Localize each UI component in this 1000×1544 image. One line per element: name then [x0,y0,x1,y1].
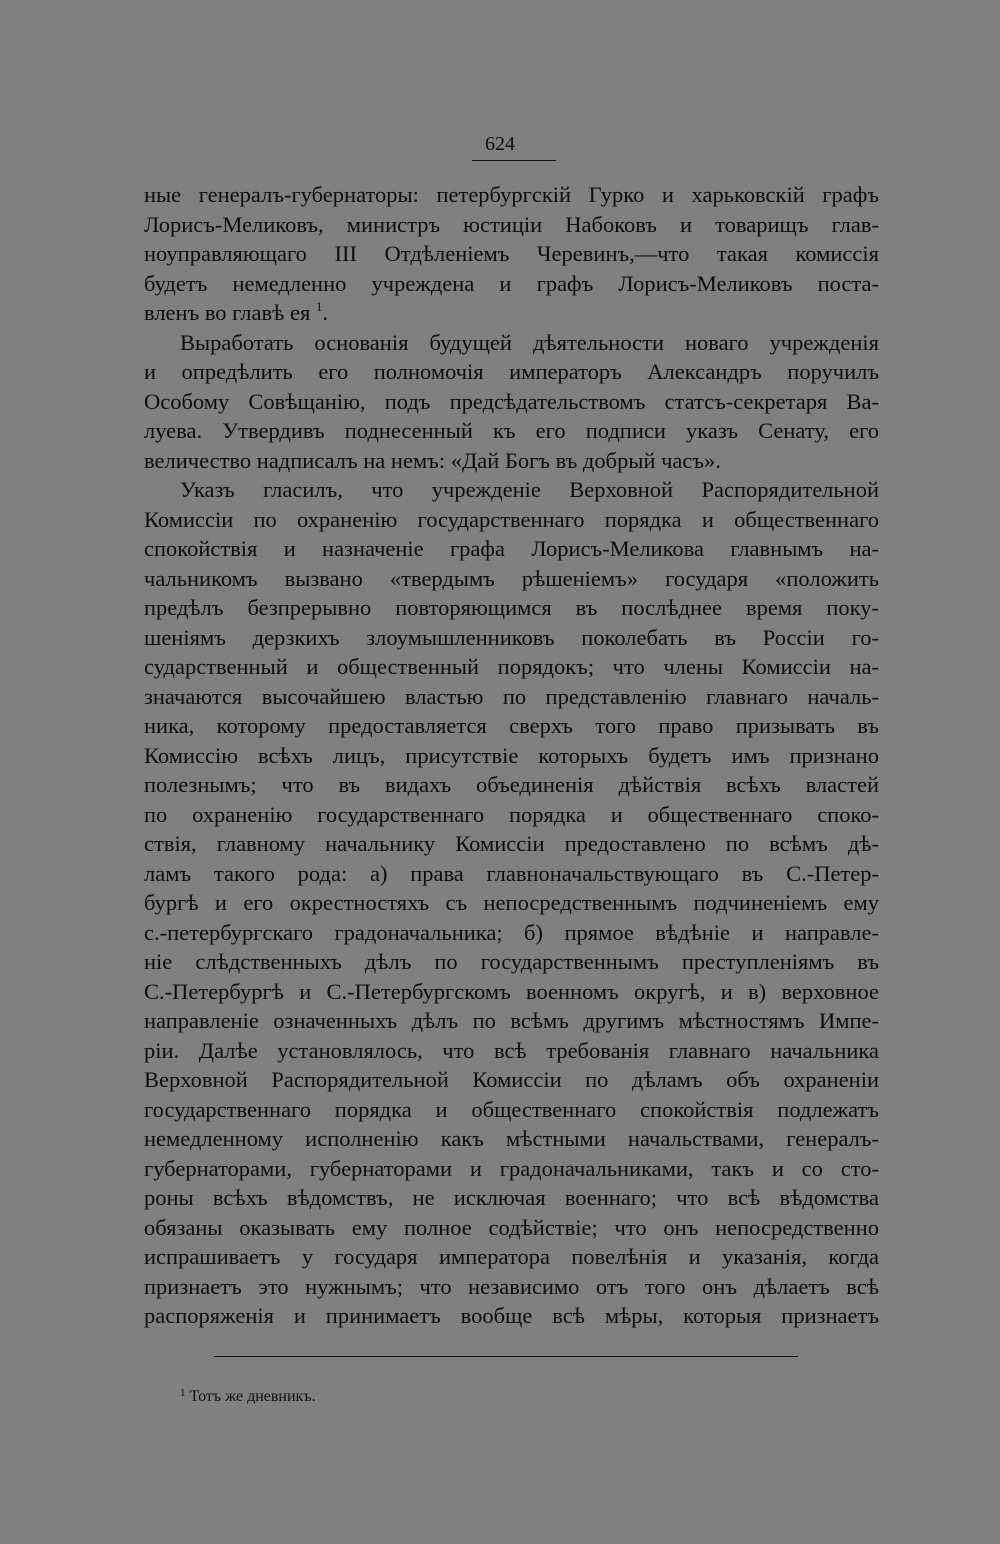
text-line: по охраненію государственнаго порядка и общественнаго споко- [144,801,879,827]
text-line: ніе слѣдственныхъ дѣлъ по государственнымъ преступленіямъ въ [144,949,879,974]
text-line: ламъ такого рода: а) права главноначальствующаго въ С.-Петер- [144,860,879,886]
text-line-content: величество надписалъ на немъ: «Дай Богъ въ добрый часъ». [144,447,721,473]
text-line: роны всѣхъ вѣдомствъ, не исключая военнаго; что всѣ вѣдомства [144,1185,879,1210]
text-line: испрашиваетъ у государя императора повелѣнія и указанія, когда [144,1244,879,1269]
text-line: спокойствія и назначеніе графа Лорисъ-Меликова главнымъ на- [144,536,879,561]
text-line: ствія, главному начальнику Комиссіи предоставлено по всѣмъ дѣ- [144,831,879,856]
text-line: губернаторами, губернаторами и градоначальниками, такъ и со сто- [144,1155,879,1181]
text-line: ноуправляющаго III Отдѣленіемъ Черевинъ,—что такая комиссія [144,241,879,266]
footnote-rule [214,1356,798,1357]
text-line: ника, которому предоставляется сверхъ того право призывать въ [144,713,879,738]
text-line: Верховной Распорядительной Комиссіи по дѣламъ объ охраненіи [144,1067,879,1092]
text-line-tail: . [322,300,329,325]
text-line: с.-петербургскаго градоначальника; б) прямое вѣдѣніе и направле- [144,919,879,945]
text-line: бургѣ и его окрестностяхъ съ непосредственнымъ подчиненіемъ ему [144,890,879,915]
text-line: государственнаго порядка и общественнаго спокойствія подлежатъ [144,1096,879,1122]
body-text [144,180,879,1331]
text-line: Особому Совѣщанію, подъ предсѣдательствомъ статсъ-секретаря Ва- [144,388,879,414]
text-line: предѣлъ безпрерывно повторяющимся въ послѣднее время поку- [144,595,879,620]
text-line: полезнымъ; что въ видахъ объединенія дѣйствія всѣхъ властей [144,772,879,797]
text-line: и опредѣлить его полномочія императоръ Александръ поручилъ [144,359,879,384]
text-line-content: вленъ во главѣ ея [144,300,311,325]
footnote [180,1386,316,1408]
text-line: будетъ немедленно учреждена и графъ Лорисъ-Меликовъ поста- [144,270,879,296]
footnote-text: Тотъ же дневникъ. [189,1388,316,1405]
text-line [144,298,879,328]
paragraph [144,475,879,1331]
footnote-marker: 1 [180,1387,186,1399]
paragraph [144,180,879,328]
text-line: Комиссію всѣхъ лицъ, присутствіе которыхъ будетъ имъ признано [144,742,879,768]
text-line: сударственный и общественный порядокъ; что члены Комиссіи на- [144,654,879,679]
text-line: распоряженія и принимаетъ вообще всѣ мѣры, которыя признаетъ [144,1303,879,1328]
text-line: признаетъ это нужнымъ; что независимо отъ того онъ дѣлаетъ всѣ [144,1273,879,1299]
text-line: направленіе означенныхъ дѣлъ по всѣмъ другимъ мѣстностямъ Импе- [144,1008,879,1033]
text-line: чальникомъ вызвано «твердымъ рѣшеніемъ» государя «положить [144,565,879,591]
text-line: Выработать основанія будущей дѣятельности новаго учрежденія [180,329,879,355]
paragraph [144,328,879,476]
text-line [144,446,879,476]
page-number: 624 [485,133,515,155]
text-line: обязаны оказывать ему полное содѣйствіе; что онъ непосредственно [144,1214,879,1240]
text-line: Комиссіи по охраненію государственнаго порядка и общественнаго [144,506,879,532]
text-line: шеніямъ дерзкихъ злоумышленниковъ поколебать въ Россіи го- [144,624,879,650]
text-line: Лорисъ-Меликовъ, министръ юстиціи Набоковъ и товарищъ глав- [144,211,879,237]
text-line: С.-Петербургѣ и С.-Петербургскомъ военномъ округѣ, и в) верховное [144,978,879,1004]
text-line: немедленному исполненію какъ мѣстными начальствами, генералъ- [144,1126,879,1151]
text-line: ріи. Далѣе установлялось, что всѣ требованія главнаго начальника [144,1037,879,1063]
footnote-reference: 1 [315,299,323,314]
text-line: Указъ гласилъ, что учрежденіе Верховной Распорядительной [180,477,879,502]
text-line: значаются высочайшею властью по представленію главнаго началь- [144,683,879,709]
text-line: луева. Утвердивъ поднесенный къ его подписи указъ Сенату, его [144,418,879,443]
text-line: ные генералъ-губернаторы: петербургскій Гурко и харьковскій графъ [144,182,879,207]
page-number-rule [472,160,556,161]
